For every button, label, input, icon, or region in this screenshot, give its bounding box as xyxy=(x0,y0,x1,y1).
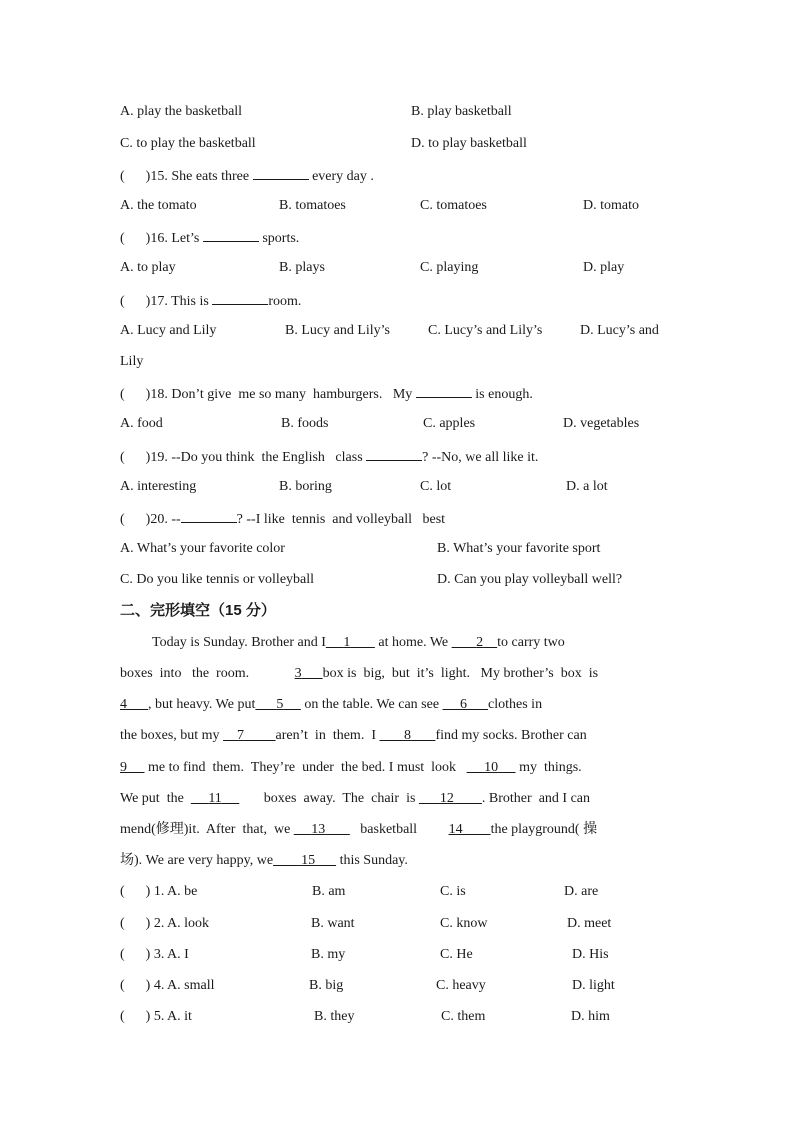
option-c: C. He xyxy=(440,947,473,962)
blank-number: 3 xyxy=(294,666,302,681)
option-c: C. is xyxy=(440,884,466,899)
option-b: B. tomatoes xyxy=(279,198,346,213)
option-a: A. Lucy and Lily xyxy=(120,323,217,338)
section-title: 二、完形填空（15 分） xyxy=(120,602,276,619)
passage-line: the boxes, but my 7 aren’t in them. I 8 find my socks. Brother can xyxy=(120,728,587,743)
question-18: ( )18. Don’t give me so many hamburgers. My is enough. xyxy=(120,384,533,404)
blank-number: 11 xyxy=(208,791,222,806)
option-c: C. tomatoes xyxy=(420,198,487,213)
option-b: B. What’s your favorite sport xyxy=(437,541,601,556)
option-a: A. interesting xyxy=(120,479,197,494)
option-b: B. foods xyxy=(281,416,329,431)
option-a: A. food xyxy=(120,416,163,431)
question-17: ( )17. This is room. xyxy=(120,291,301,311)
blank-number: 13 xyxy=(311,822,326,837)
option-d: D. are xyxy=(564,884,599,899)
option-d: D. meet xyxy=(567,916,612,931)
option-d: D. tomato xyxy=(583,198,639,213)
question-15: ( )15. She eats three every day . xyxy=(120,166,374,186)
blank-number: 5 xyxy=(276,697,284,712)
option-d: D. Can you play volleyball well? xyxy=(437,572,623,587)
option-c: C. heavy xyxy=(436,978,486,993)
option-d-wrap: Lily xyxy=(120,354,144,369)
option-d: D. His xyxy=(572,947,609,962)
question-16: ( )16. Let’s sports. xyxy=(120,228,299,248)
answer-blank xyxy=(203,228,259,242)
option-b: B. big xyxy=(309,978,344,993)
option-c: C. to play the basketball xyxy=(120,136,256,151)
option-b: B. they xyxy=(314,1009,355,1024)
answer-blank xyxy=(212,291,268,305)
option-a: A. the tomato xyxy=(120,198,197,213)
option-d: D. him xyxy=(571,1009,610,1024)
passage-line: 9 me to find them. They’re under the bed. I must look 10 my things. xyxy=(120,760,582,775)
option-c: C. lot xyxy=(420,479,452,494)
cloze-question-2: ( ) 2. A. look xyxy=(120,916,210,931)
option-b: B. am xyxy=(312,884,346,899)
answer-blank xyxy=(366,447,422,461)
passage-line: Today is Sunday. Brother and I 1 at home. We 2 to carry two xyxy=(152,635,565,650)
blank-number: 1 xyxy=(343,635,351,650)
option-b: B. play basketball xyxy=(411,104,512,119)
blank-number: 2 xyxy=(476,635,484,650)
option-b: B. plays xyxy=(279,260,325,275)
passage-line: 4 , but heavy. We put 5 on the table. We can see 6 clothes in xyxy=(120,697,543,712)
passage-line: boxes into the room. 3 box is big, but it’s light. My brother’s box is xyxy=(120,666,599,681)
option-d: D. vegetables xyxy=(563,416,640,431)
cloze-question-5: ( ) 5. A. it xyxy=(120,1009,192,1024)
option-c: C. Do you like tennis or volleyball xyxy=(120,572,315,587)
option-b: B. my xyxy=(311,947,346,962)
question-19: ( )19. --Do you think the English class ? --No, we all like it. xyxy=(120,447,538,467)
option-d: D. a lot xyxy=(566,479,608,494)
option-c: C. Lucy’s and Lily’s xyxy=(428,323,543,338)
option-c: C. them xyxy=(441,1009,486,1024)
blank-number: 8 xyxy=(403,728,411,743)
option-a: A. What’s your favorite color xyxy=(120,541,285,556)
question-20: ( )20. -- ? --I like tennis and volleyball best xyxy=(120,509,445,529)
passage-line: mend(修理)it. After that, we 13 basketball 14 the playground( 操 xyxy=(120,822,598,837)
option-d: D. light xyxy=(572,978,615,993)
option-d: D. play xyxy=(583,260,625,275)
blank-number: 14 xyxy=(448,822,463,837)
cloze-question-3: ( ) 3. A. I xyxy=(120,947,189,962)
passage-line: 场). We are very happy, we 15 this Sunday. xyxy=(120,853,408,868)
option-c: C. apples xyxy=(423,416,476,431)
blank-number: 12 xyxy=(439,791,454,806)
option-b: B. want xyxy=(311,916,355,931)
option-b: B. Lucy and Lily’s xyxy=(285,323,390,338)
blank-number: 15 xyxy=(301,853,316,868)
blank-number: 9 xyxy=(120,760,127,775)
answer-blank xyxy=(253,166,309,180)
blank-number: 10 xyxy=(484,760,499,775)
option-b: B. boring xyxy=(279,479,332,494)
answer-blank xyxy=(181,509,237,523)
blank-number: 4 xyxy=(120,697,127,712)
option-c: C. playing xyxy=(420,260,479,275)
blank-number: 6 xyxy=(460,697,468,712)
blank-number: 7 xyxy=(237,728,245,743)
option-d: D. Lucy’s and xyxy=(580,323,659,338)
passage-line: We put the 11 boxes away. The chair is 12 . Brother and I can xyxy=(120,791,590,806)
answer-blank xyxy=(416,384,472,398)
option-a: A. play the basketball xyxy=(120,104,243,119)
option-d: D. to play basketball xyxy=(411,136,527,151)
option-a: A. to play xyxy=(120,260,176,275)
option-c: C. know xyxy=(440,916,488,931)
cloze-question-4: ( ) 4. A. small xyxy=(120,978,215,993)
cloze-question-1: ( ) 1. A. be xyxy=(120,884,198,899)
